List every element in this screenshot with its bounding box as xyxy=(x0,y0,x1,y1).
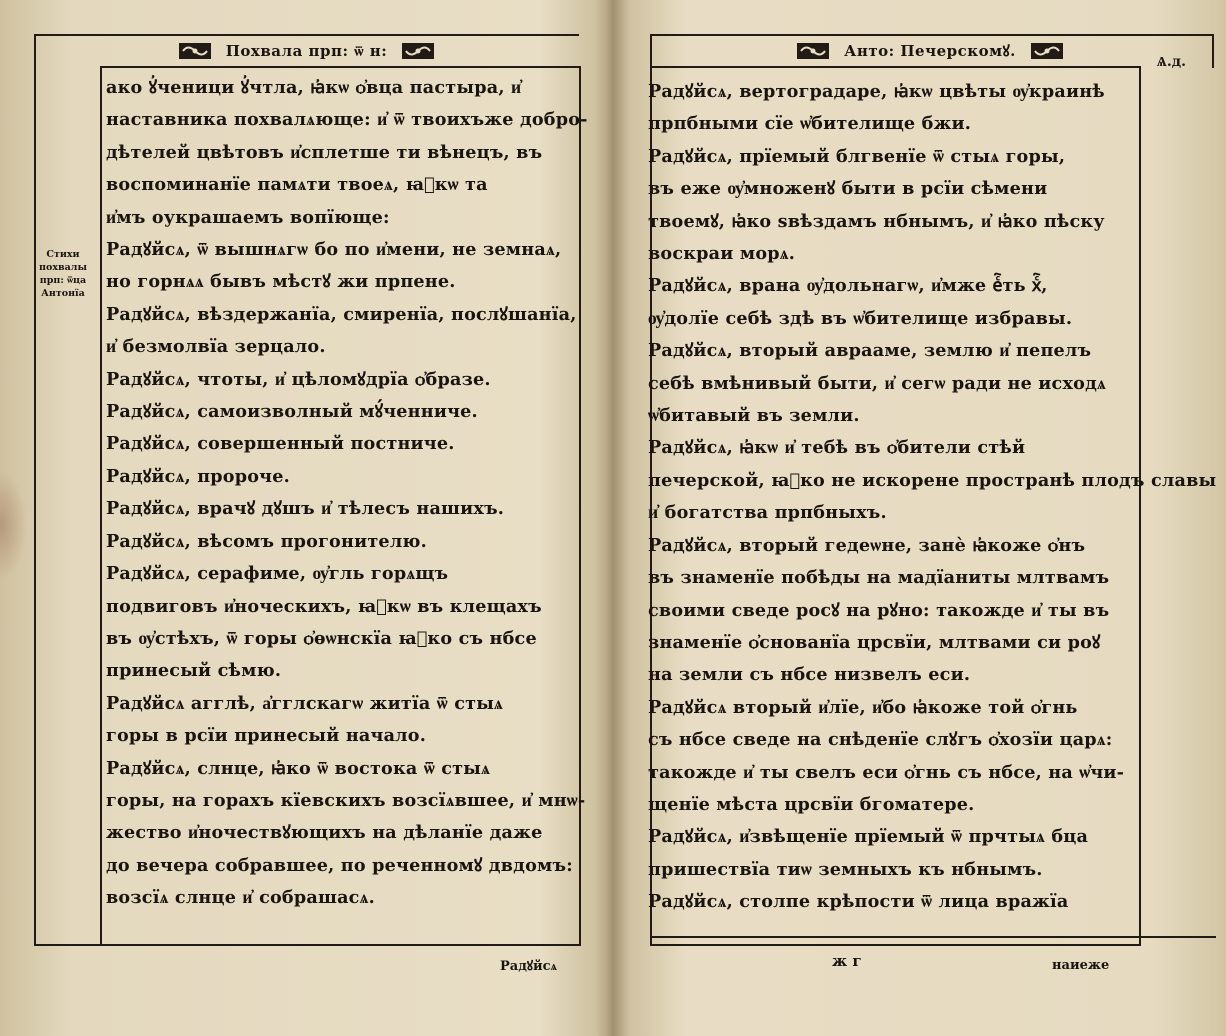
left-catchword: Радꙋйсѧ xyxy=(500,959,558,974)
right-running-head xyxy=(650,36,1210,66)
marginal-note-line: Антонїа xyxy=(41,288,85,299)
left-text-body xyxy=(106,72,588,915)
text-line: печерской, ꙗ҆ко не искорене пространѣ плодъ славы xyxy=(648,469,1217,491)
text-line: и҆ богатства прпбныхъ. xyxy=(648,502,887,524)
left-page xyxy=(0,0,605,1036)
text-line: ѡ҆битавый въ земли. xyxy=(648,405,860,427)
text-line: подвиговъ и҆ноческихъ, ꙗ҆кѡ въ клещахъ xyxy=(106,595,542,617)
text-line: пришествїа тиѡ земныхъ къ нбнымъ. xyxy=(648,858,1043,880)
text-line: Радꙋйсѧ, серафиме, ѹ҆гль горѧщъ xyxy=(106,563,449,585)
text-line: прпбными сїе ѡ҆бителище бжи. xyxy=(648,113,972,135)
marginal-note-line: Стихи xyxy=(46,249,80,260)
text-line: Радꙋйсѧ агглѣ, а҆гглскагѡ житїа ѿ стыѧ xyxy=(106,692,504,714)
text-line: Радꙋйсѧ, слнце, ꙗ҆ко ѿ востока ѿ стыѧ xyxy=(106,757,491,779)
text-line: Радꙋйсѧ, врачꙋ дꙋшъ и҆ тѣлесъ нашихъ. xyxy=(106,498,505,520)
text-line: Радꙋйсѧ, совершенный постниче. xyxy=(106,433,455,455)
text-line: Радꙋйсѧ, вертоградаре, ꙗ҆кѡ цвѣты ѹ҆краинѣ xyxy=(648,81,1105,102)
text-line: и҆ безмолвїа зерцало. xyxy=(106,336,326,358)
text-line: воспоминанїе памѧти твоеѧ, ꙗ҆кѡ та xyxy=(106,174,488,196)
text-line: но горнѧѧ бывъ мѣстꙋ жи прпене. xyxy=(106,271,456,293)
text-line: Радꙋйсѧ вторый и҆лїе, и҆бо ꙗ҆коже той ѻ҆гнь xyxy=(648,696,1078,718)
text-line: Радꙋйсѧ, прїемый блгвенїе ѿ стыѧ горы, xyxy=(648,145,1066,167)
text-line: до вечера собравшее, по реченномꙋ двдомъ: xyxy=(106,854,573,876)
text-line: дѣтелей цвѣтовъ и҆сплетше ти вѣнецъ, въ xyxy=(106,141,543,163)
text-line: принесый сѣмю. xyxy=(106,660,282,682)
text-line: воскраи морѧ. xyxy=(648,243,796,265)
text-line: Радꙋйсѧ, ѿ вышнѧгѡ бо по и҆мени, не земнаѧ, xyxy=(106,239,562,261)
text-line: жество и҆ночествꙋющихъ на дѣланїе даже xyxy=(106,822,543,844)
ornament-icon xyxy=(796,41,830,61)
text-line: Радꙋйсѧ, вѣздержанїа, смиренїа, послꙋшанїа, xyxy=(106,303,577,325)
text-line: Радꙋйсѧ, пророче. xyxy=(106,465,290,487)
text-line: ѹ҆долїе себѣ здѣ въ ѡ҆бителище избравы. xyxy=(648,307,1073,329)
text-line: Радꙋйсѧ, ꙗ҆кѡ и҆ тебѣ въ ѻ҆бители стѣй xyxy=(648,437,1026,459)
text-line: Радꙋйсѧ, вторый гедеѡне, занѐ ꙗ҆коже ѻ҆нъ xyxy=(648,534,1086,556)
text-line: себѣ вмѣнивый быти, и҆ сегѡ ради не исходѧ xyxy=(648,372,1107,394)
text-line: возсїѧ слнце и҆ собрашасѧ. xyxy=(106,887,375,909)
text-line: горы, на горахъ кїевскихъ возсїѧвшее, и҆ мнѡ- xyxy=(106,789,586,811)
signature-mark: ж г xyxy=(832,952,862,970)
text-line: щенїе мѣста црсвїи бгоматере. xyxy=(648,793,975,815)
text-line: Радꙋйсѧ, столпе крѣпости ѿ лица вражїа xyxy=(648,891,1069,913)
text-line: Радꙋйсѧ, вѣсомъ прогонителю. xyxy=(106,530,427,552)
text-line: на земли съ нбсе низвелъ еси. xyxy=(648,664,971,686)
marginal-note xyxy=(30,248,96,300)
ornament-icon xyxy=(178,41,212,61)
marginal-note-line: прп: ѿца xyxy=(39,275,87,286)
right-header-text: Анто: Печерскомꙋ. xyxy=(844,42,1016,60)
right-catchword: наиеже xyxy=(1052,958,1110,973)
text-line: въ еже ѹ҆множенꙋ быти в рсїи сѣмени xyxy=(648,178,1048,200)
folio-number: Ѧ.д. xyxy=(1156,54,1186,70)
text-line: съ нбсе сведе на снѣденїе слꙋгъ ѻ҆хозїи царѧ: xyxy=(648,729,1113,751)
left-running-head xyxy=(34,36,579,66)
text-line: твоемꙋ, ꙗ҆ко ѕвѣздамъ нбнымъ, и҆ ꙗ҆ко пѣску xyxy=(648,210,1105,232)
text-line: наставника похвалѧюще: и҆ ѿ твоихъже добро- xyxy=(106,109,588,131)
text-line: горы в рсїи принесый начало. xyxy=(106,725,427,747)
text-line: знаменїе ѻ҆снованїа црсвїи, млтвами си роꙋ xyxy=(648,631,1101,653)
marginal-note-line: похвалы xyxy=(39,262,87,273)
text-line: такожде и҆ ты свелъ еси ѻ҆гнь съ нбсе, на ѡ҆чи- xyxy=(648,761,1125,783)
text-line: и҆мъ оукрашаемъ вопїюще: xyxy=(106,206,390,228)
ornament-icon xyxy=(401,41,435,61)
ornament-icon xyxy=(1030,41,1064,61)
text-line: Радꙋйсѧ, самоизволный мꙋ́ченниче. xyxy=(106,401,478,423)
text-line: Радꙋйсѧ, вторый аврааме, землю и҆ пепелъ xyxy=(648,340,1092,362)
text-line: въ знаменїе побѣды на мадїаниты млтвамъ xyxy=(648,567,1110,589)
text-line: Радꙋйсѧ, чтоты, и҆ цѣломꙋдрїа ѻ҆бразе. xyxy=(106,368,491,390)
left-header-text: Похвала прп: ѿ н: xyxy=(225,41,388,60)
text-line: въ ѹ҆стѣхъ, ѿ горы ѻ҆ѳѡнскїа ꙗ҆ко съ нбсе xyxy=(106,627,537,649)
text-line: Радꙋйсѧ, врана ѹ҆дольнагѡ, и҆мже еⷭ҇ть хⷭ҇, xyxy=(648,275,1048,297)
text-line: своими сведе росꙋ на рꙋно: такожде и҆ ты въ xyxy=(648,599,1110,621)
text-line: Радꙋйсѧ, и҆звѣщенїе прїемый ѿ прчтыѧ бца xyxy=(648,826,1089,848)
right-text-body xyxy=(648,76,1217,919)
right-bottom-rule xyxy=(650,936,1216,938)
text-line: ако ꙋ҆ченици ꙋ҆чтла, ꙗ҆кѡ ѻ҆вца пастыра, и҆ xyxy=(106,77,522,98)
